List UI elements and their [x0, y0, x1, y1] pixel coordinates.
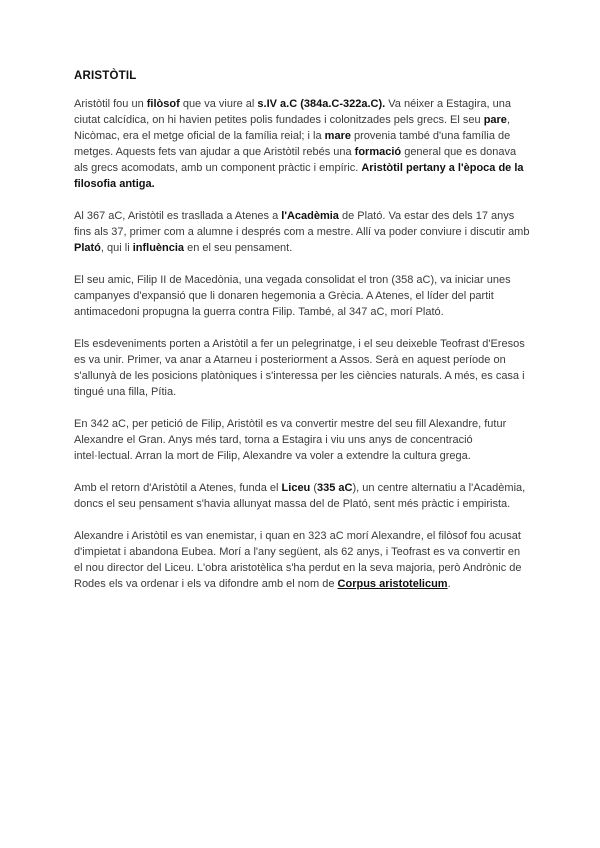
paragraph-4 — [74, 336, 530, 400]
text-run: que va viure al — [179, 98, 258, 110]
corpus-link[interactable]: Corpus aristotelicum — [337, 578, 448, 590]
bold-text: s.IV a.C (384a.C-322a.C). — [257, 98, 386, 110]
document-title: ARISTÒTIL — [74, 70, 137, 82]
text-run: El seu amic, Filip II de Macedònia, una vegada consolidat el tron (358 aC), va iniciar unes campanyes d'expansió que li donaren hegemonia a Grècia. A Atenes, el líder del partit antimacedoni propugna la guerra contra Filip. També, al 347 aC, morí Plató. — [74, 274, 511, 318]
paragraph-3 — [74, 272, 530, 320]
document-body — [74, 96, 530, 592]
paragraph-5 — [74, 416, 530, 464]
bold-text: Liceu — [281, 482, 311, 494]
paragraph-6 — [74, 480, 530, 512]
bold-text: influència — [132, 242, 185, 254]
bold-text: Aristòtil pertany a l'època de la filosofia antiga. — [74, 162, 524, 190]
text-run: Al 367 aC, Aristòtil es trasllada a Atenes a — [74, 210, 282, 222]
bold-text: 335 aC — [317, 482, 353, 494]
bold-text: Plató — [74, 242, 101, 254]
text-run: en el seu pensament. — [184, 242, 293, 254]
text-run: Aristòtil fou un — [74, 98, 147, 110]
text-run: Alexandre i Aristòtil es van enemistar, i quan en 323 aC morí Alexandre, el filòsof fou acusat d'impietat i abandona Eubea. Morí a l'any següent, als 62 anys, i Teofrast es va convertir en el nou director del Liceu. L'obra aristotèlica s'ha perdut en la seva majoria, però Andrònic de Rodes els va ordenar i els va difondre amb el nom de — [74, 530, 522, 590]
text-run: Els esdeveniments porten a Aristòtil a fer un pelegrinatge, i el seu deixeble Teofrast d'Eresos es va unir. Primer, va anar a Atarneu i posteriorment a Assos. Serà en aquest període on s'allunyà de les posicions platòniques i s'interessa per les ciències naturals. A més, es casa i tingué una filla, Pítia. — [74, 338, 525, 398]
text-run: , qui li — [100, 242, 133, 254]
text-run: ), un centre alternatiu a l'Acadèmia, doncs el seu pensament s'havia allunyat massa del de Plató, sent més pràctic i empirista. — [74, 482, 526, 510]
text-run: En 342 aC, per petició de Filip, Aristòtil es va convertir mestre del seu fill Alexandre, futur Alexandre el Gran. Anys més tard, torna a Estagira i viu uns anys de concentració intel·lectual. Arran la mort de Filip, Alexandre va voler a extendre la cultura grega. — [74, 418, 507, 462]
text-run: general que es donava als grecs acomodats, amb un component pràctic i empíric. — [74, 146, 517, 174]
bold-text: mare — [324, 130, 351, 142]
bold-text: pare — [483, 114, 507, 126]
text-run: . — [447, 578, 451, 590]
text-run: Amb el retorn d'Aristòtil a Atenes, funda el — [74, 482, 282, 494]
text-run: de Plató. Va estar des dels 17 anys fins als 37, primer com a alumne i després com a mestre. Allí va poder conviure i discutir amb — [74, 210, 530, 238]
text-run: ( — [310, 482, 318, 494]
text-run: Va néixer a Estagira, una ciutat calcídica, on hi havien petites polis fundades i colonitzades pels grecs. El seu — [74, 98, 511, 126]
paragraph-2 — [74, 208, 530, 256]
text-run: , Nicòmac, era el metge oficial de la família reial; i la — [74, 114, 510, 142]
paragraph-7 — [74, 528, 530, 592]
bold-text: formació — [354, 146, 402, 158]
bold-text: filòsof — [146, 98, 180, 110]
bold-text: l'Acadèmia — [281, 210, 339, 222]
paragraph-1 — [74, 96, 530, 192]
text-run: provenia també d'una família de metges. Aquests fets van ajudar a que Aristòtil rebés una — [74, 130, 511, 158]
